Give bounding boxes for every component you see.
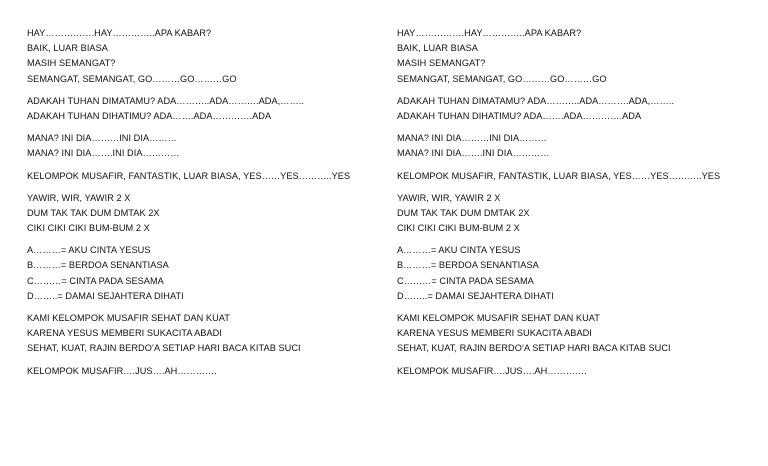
lyrics-line: KARENA YESUS MEMBERI SUKACITA ABADI <box>397 328 592 339</box>
lyrics-stanza <box>27 243 387 304</box>
lyrics-line: CIKI CIKI CIKI BUM-BUM 2 X <box>397 223 520 234</box>
lyrics-line: KELOMPOK MUSAFIR, FANTASTIK, LUAR BIASA, YES……YES………..YES <box>397 170 721 181</box>
lyrics-line: CIKI CIKI CIKI BUM-BUM 2 X <box>27 223 150 234</box>
lyrics-column-left <box>27 26 387 386</box>
lyrics-stanza <box>27 131 387 161</box>
lyrics-line: B………= BERDOA SENANTIASA <box>397 260 539 271</box>
lyrics-line: ADAKAH TUHAN DIHATIMU? ADA…….ADA………….ADA <box>27 110 272 121</box>
lyrics-line: MASIH SEMANGAT? <box>397 58 486 69</box>
lyrics-line: B………= BERDOA SENANTIASA <box>27 260 169 271</box>
lyrics-stanza <box>27 169 387 184</box>
lyrics-stanza <box>27 311 387 357</box>
lyrics-line: YAWIR, WIR, YAWIR 2 X <box>397 192 501 203</box>
lyrics-line: C………= CINTA PADA SESAMA <box>397 275 534 286</box>
lyrics-line: KELOMPOK MUSAFIR, FANTASTIK, LUAR BIASA, YES……YES………..YES <box>27 170 351 181</box>
lyrics-column-right <box>397 26 757 386</box>
lyrics-line: KARENA YESUS MEMBERI SUKACITA ABADI <box>27 328 222 339</box>
lyrics-stanza <box>27 191 387 237</box>
lyrics-line: KELOMPOK MUSAFIR….JUS….AH…………. <box>397 365 587 376</box>
lyrics-stanza <box>397 131 757 161</box>
lyrics-line: MANA? INI DIA………INI DIA……… <box>27 133 177 144</box>
lyrics-line: DUM TAK TAK DUM DMTAK 2X <box>397 207 530 218</box>
lyrics-stanza <box>397 169 757 184</box>
lyrics-line: BAIK, LUAR BIASA <box>27 43 108 54</box>
lyrics-line: HAY…………….HAY…………..APA KABAR? <box>397 28 582 38</box>
lyrics-line: MANA? INI DIA…….INI DIA………… <box>397 148 550 159</box>
lyrics-stanza <box>27 26 387 87</box>
lyrics-stanza <box>27 364 387 379</box>
lyrics-line: SEHAT, KUAT, RAJIN BERDO’A SETIAP HARI BACA KITAB SUCI <box>397 343 671 354</box>
lyrics-line: KAMI KELOMPOK MUSAFIR SEHAT DAN KUAT <box>397 313 600 323</box>
lyrics-line: YAWIR, WIR, YAWIR 2 X <box>27 192 131 203</box>
lyrics-line: A………= AKU CINTA YESUS <box>27 245 151 256</box>
lyrics-line: ADAKAH TUHAN DIMATAMU? ADA………..ADA……….ADA,…….. <box>27 95 304 106</box>
lyrics-stanza <box>397 311 757 357</box>
lyrics-line: ADAKAH TUHAN DIHATIMU? ADA…….ADA………….ADA <box>397 110 642 121</box>
lyrics-stanza <box>27 94 387 124</box>
lyrics-line: D……..= DAMAI SEJAHTERA DIHATI <box>397 290 554 301</box>
lyrics-stanza <box>397 364 757 379</box>
lyrics-stanza <box>397 191 757 237</box>
lyrics-line: KAMI KELOMPOK MUSAFIR SEHAT DAN KUAT <box>27 313 230 323</box>
lyrics-stanza <box>397 94 757 124</box>
lyrics-line: HAY…………….HAY…………..APA KABAR? <box>27 28 212 38</box>
lyrics-stanza <box>397 26 757 87</box>
lyrics-line: MANA? INI DIA………INI DIA……… <box>397 133 547 144</box>
lyrics-line: KELOMPOK MUSAFIR….JUS….AH…………. <box>27 365 217 376</box>
lyrics-line: ADAKAH TUHAN DIMATAMU? ADA………..ADA……….ADA,…….. <box>397 95 674 106</box>
lyrics-line: D……..= DAMAI SEJAHTERA DIHATI <box>27 290 184 301</box>
lyrics-line: C………= CINTA PADA SESAMA <box>27 275 164 286</box>
lyrics-line: SEHAT, KUAT, RAJIN BERDO’A SETIAP HARI BACA KITAB SUCI <box>27 343 301 354</box>
lyrics-line: A………= AKU CINTA YESUS <box>397 245 521 256</box>
lyrics-line: SEMANGAT, SEMANGAT, GO………GO………GO <box>27 73 237 84</box>
lyrics-line: MASIH SEMANGAT? <box>27 58 116 69</box>
lyrics-line: MANA? INI DIA…….INI DIA………… <box>27 148 180 159</box>
lyrics-line: DUM TAK TAK DUM DMTAK 2X <box>27 207 160 218</box>
lyrics-stanza <box>397 243 757 304</box>
lyrics-line: SEMANGAT, SEMANGAT, GO………GO………GO <box>397 73 607 84</box>
lyrics-line: BAIK, LUAR BIASA <box>397 43 478 54</box>
